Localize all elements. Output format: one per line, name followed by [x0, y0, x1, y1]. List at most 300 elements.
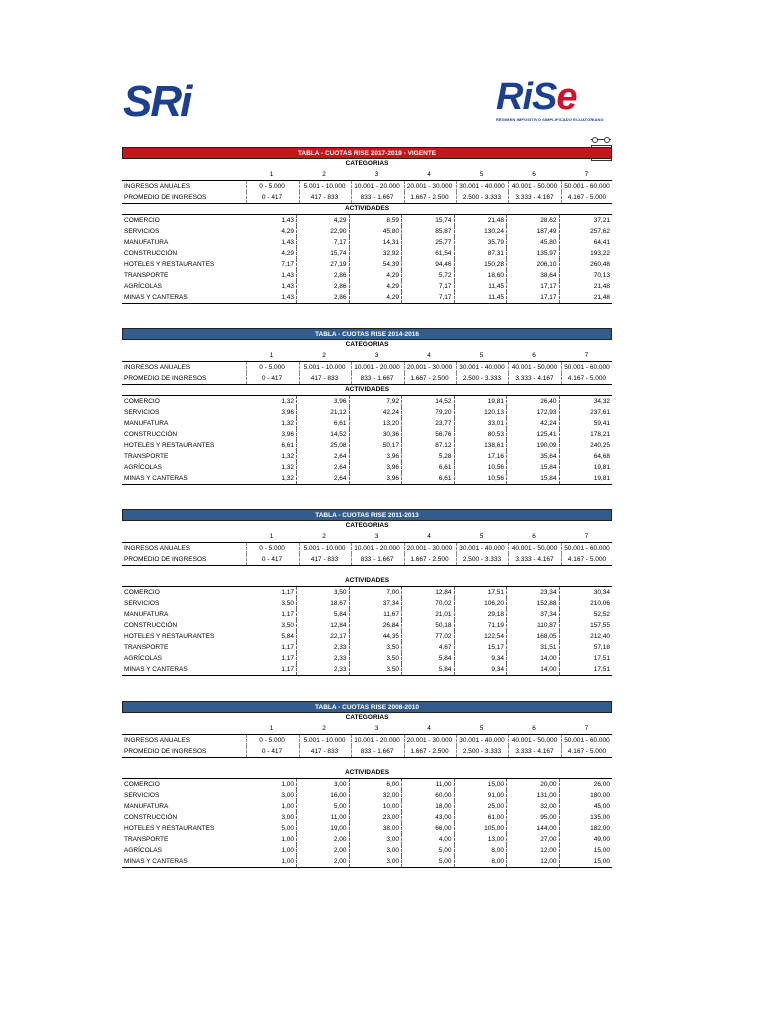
quota-cell: 32,00 — [351, 790, 402, 801]
category-number-row — [122, 350, 612, 361]
quota-cell: 182,00 — [590, 825, 610, 832]
activity-row — [122, 237, 612, 248]
quota-cell: 11,45 — [456, 281, 507, 292]
row-label: PROMEDIO DE INGRESOS — [124, 375, 207, 382]
quota-cell: 4,29 — [351, 270, 402, 281]
quota-cell: 94,46 — [404, 259, 455, 270]
activity-row — [122, 473, 612, 485]
quota-cell: 8,59 — [351, 215, 402, 226]
activity-label: COMERCIO — [124, 398, 160, 405]
quota-cell: 1,43 — [246, 292, 297, 303]
quota-cell: 237,61 — [590, 409, 610, 416]
ingresos-anuales-row — [122, 180, 612, 192]
quota-cell: 32,92 — [351, 248, 402, 259]
range-cell: 0 - 5.000 — [246, 362, 297, 373]
activity-row — [122, 395, 612, 407]
quota-cell: 19,00 — [299, 823, 350, 834]
rise-logo-word: RiS — [496, 76, 557, 118]
activity-row — [122, 856, 612, 868]
quota-cell: 14,52 — [404, 396, 455, 407]
quota-cell: 17,16 — [456, 451, 507, 462]
quota-cell: 20,00 — [509, 779, 560, 790]
range-cell: 833 - 1.667 — [351, 192, 402, 203]
quota-cell: 3,00 — [351, 856, 402, 867]
quota-cell: 3,96 — [299, 396, 350, 407]
row-label: PROMEDIO DE INGRESOS — [124, 556, 207, 563]
activity-label: MINAS Y CANTERAS — [124, 294, 188, 301]
range-cell: 50.001 - 60.000 — [561, 362, 612, 373]
quota-cell: 157,55 — [590, 622, 610, 629]
quota-cell: 125,41 — [509, 429, 560, 440]
quota-cell: 16,00 — [299, 790, 350, 801]
activity-label: HOTELES Y RESTAURANTES — [124, 442, 215, 449]
quota-cell: 25,08 — [299, 440, 350, 451]
quota-cell: 19,81 — [593, 464, 610, 471]
quota-cell: 35,64 — [509, 451, 560, 462]
quota-cell: 2,86 — [299, 292, 350, 303]
quota-cell: 150,28 — [456, 259, 507, 270]
quota-cell: 135,00 — [590, 814, 610, 821]
quota-cell: 11,67 — [351, 609, 402, 620]
quota-cell: 11,45 — [456, 292, 507, 303]
quota-cell: 45,00 — [593, 803, 610, 810]
rise-logo-tagline: RÉGIMEN IMPOSITIVO SIMPLIFICADO ECUATORIANO — [496, 117, 604, 122]
quota-cell: 5,00 — [299, 801, 350, 812]
activity-row — [122, 281, 612, 292]
activity-row — [122, 609, 612, 620]
activity-label: COMERCIO — [124, 589, 160, 596]
range-cell: 40.001 - 50.000 — [508, 543, 559, 554]
quota-cell: 26,40 — [509, 396, 560, 407]
quota-cell: 178,21 — [590, 431, 610, 438]
quota-cell: 4,67 — [404, 642, 455, 653]
ingresos-anuales-row — [122, 542, 612, 554]
category-number-row — [122, 723, 612, 734]
quota-cell: 18,67 — [299, 598, 350, 609]
category-number: 3 — [374, 352, 379, 359]
quota-cell: 206,10 — [509, 259, 560, 270]
quota-cell: 18,00 — [404, 801, 455, 812]
quota-cell: 29,18 — [456, 609, 507, 620]
category-number: 7 — [584, 352, 589, 359]
table-title: TABLA - CUOTAS RISE 2017-2019 - VIGENTE — [122, 147, 612, 159]
quota-cell: 1,17 — [246, 642, 297, 653]
quota-cell: 23,00 — [351, 812, 402, 823]
activity-row — [122, 812, 612, 823]
quota-cell: 61,54 — [404, 248, 455, 259]
quota-cell: 35,79 — [456, 237, 507, 248]
activity-row — [122, 440, 612, 451]
quota-cell: 3,00 — [351, 834, 402, 845]
quota-cell: 15,84 — [509, 462, 560, 473]
activity-row — [122, 270, 612, 281]
quota-cell: 8,00 — [456, 856, 507, 867]
quota-cell: 4,29 — [246, 248, 297, 259]
range-cell: 10.001 - 20.000 — [351, 181, 402, 192]
quota-cell: 5,84 — [299, 609, 350, 620]
quota-cell: 5,84 — [246, 631, 297, 642]
activity-label: AGRÍCOLAS — [124, 655, 162, 662]
activity-label: SERVICIOS — [124, 228, 160, 235]
quota-cell: 10,56 — [456, 473, 507, 484]
quota-cell: 106,20 — [456, 598, 507, 609]
quota-cell: 30,34 — [593, 589, 610, 596]
quota-cell: 11,00 — [404, 779, 455, 790]
quota-cell: 25,77 — [404, 237, 455, 248]
category-number: 7 — [584, 171, 589, 178]
quota-cell: 37,34 — [351, 598, 402, 609]
cuotas-table — [122, 328, 612, 485]
range-cell: 0 - 5.000 — [246, 181, 297, 192]
activity-label: CONSTRUCCIÓN — [124, 431, 178, 438]
activity-row — [122, 664, 612, 676]
quota-cell: 1,32 — [246, 462, 297, 473]
quota-cell: 45,80 — [351, 226, 402, 237]
range-cell: 10.001 - 20.000 — [351, 735, 402, 746]
quota-cell: 7,17 — [246, 259, 297, 270]
range-cell: 4.167 - 5.000 — [561, 746, 612, 757]
quota-cell: 3,96 — [351, 473, 402, 484]
quota-cell: 70,13 — [593, 272, 610, 279]
quota-cell: 1,17 — [246, 609, 297, 620]
quota-cell: 54,39 — [351, 259, 402, 270]
activity-label: CONSTRUCCIÓN — [124, 622, 178, 629]
quota-cell: 17,51 — [593, 666, 610, 673]
cuotas-table — [122, 147, 612, 304]
quota-cell: 1,00 — [246, 845, 297, 856]
range-cell: 3.333 - 4.167 — [508, 373, 559, 384]
categorias-heading: CATEGORIAS — [345, 714, 389, 721]
category-number: 2 — [322, 725, 326, 732]
activity-row — [122, 598, 612, 609]
range-cell: 30.001 - 40.000 — [456, 362, 507, 373]
quota-cell: 15,00 — [593, 858, 610, 865]
quota-cell: 1,43 — [246, 237, 297, 248]
range-cell: 0 - 417 — [246, 554, 297, 565]
activity-row — [122, 462, 612, 473]
quota-cell: 87,31 — [456, 248, 507, 259]
activity-label: MANUFATURA — [124, 420, 169, 427]
activity-row — [122, 801, 612, 812]
quota-cell: 11,00 — [299, 812, 350, 823]
activity-label: MANUFATURA — [124, 611, 169, 618]
quota-cell: 3,00 — [246, 790, 297, 801]
quota-cell: 2,33 — [299, 653, 350, 664]
quota-cell: 1,17 — [246, 653, 297, 664]
quota-cell: 37,21 — [593, 217, 610, 224]
quota-cell: 2,00 — [299, 856, 350, 867]
activity-row — [122, 834, 612, 845]
quota-cell: 3,50 — [246, 620, 297, 631]
range-cell: 4.167 - 5.000 — [561, 554, 612, 565]
activity-label: CONSTRUCCIÓN — [124, 814, 178, 821]
quota-cell: 37,34 — [509, 609, 560, 620]
range-cell: 50.001 - 60.000 — [561, 543, 612, 554]
category-number: 6 — [532, 352, 536, 359]
quota-cell: 152,88 — [509, 598, 560, 609]
quota-cell: 9,34 — [456, 664, 507, 675]
quota-cell: 15,74 — [404, 215, 455, 226]
quota-cell: 56,76 — [404, 429, 455, 440]
quota-cell: 26,00 — [593, 781, 610, 788]
quota-cell: 2,64 — [299, 462, 350, 473]
range-cell: 0 - 417 — [246, 192, 297, 203]
categorias-heading: CATEGORIAS — [345, 160, 389, 167]
quota-cell: 1,32 — [246, 451, 297, 462]
quota-cell: 38,00 — [351, 823, 402, 834]
row-label: INGRESOS ANUALES — [124, 545, 191, 552]
quota-cell: 7,17 — [404, 292, 455, 303]
range-cell: 0 - 5.000 — [246, 543, 297, 554]
promedio-ingresos-row — [122, 746, 612, 758]
quota-cell: 138,61 — [456, 440, 507, 451]
quota-cell: 2,00 — [299, 845, 350, 856]
quota-cell: 190,09 — [509, 440, 560, 451]
quota-cell: 70,02 — [404, 598, 455, 609]
actividades-heading: ACTIVIDADES — [344, 386, 390, 393]
activity-row — [122, 586, 612, 598]
range-cell: 0 - 5.000 — [246, 735, 297, 746]
quota-cell: 14,00 — [509, 653, 560, 664]
activity-label: AGRÍCOLAS — [124, 283, 162, 290]
category-number: 1 — [269, 171, 274, 178]
activity-label: COMERCIO — [124, 217, 160, 224]
quota-cell: 50,17 — [351, 440, 402, 451]
quota-cell: 6,61 — [404, 462, 455, 473]
quota-cell: 14,52 — [299, 429, 350, 440]
quota-cell: 5,28 — [404, 451, 455, 462]
quota-cell: 32,00 — [509, 801, 560, 812]
quota-cell: 7,92 — [351, 396, 402, 407]
range-cell: 10.001 - 20.000 — [351, 362, 402, 373]
quota-cell: 17,51 — [593, 655, 610, 662]
quota-cell: 28,62 — [509, 215, 560, 226]
range-cell: 833 - 1.667 — [351, 746, 402, 757]
sri-logo: SRi — [123, 77, 191, 126]
quota-cell: 1,00 — [246, 801, 297, 812]
category-number: 4 — [427, 725, 431, 732]
quota-cell: 3,50 — [246, 598, 297, 609]
quota-cell: 4,29 — [351, 281, 402, 292]
row-label: INGRESOS ANUALES — [124, 737, 191, 744]
quota-cell: 61,00 — [456, 812, 507, 823]
quota-cell: 7,17 — [299, 237, 350, 248]
quota-cell: 6,00 — [351, 779, 402, 790]
promedio-ingresos-row — [122, 373, 612, 385]
quota-cell: 5,00 — [246, 823, 297, 834]
quota-cell: 172,93 — [509, 407, 560, 418]
categorias-heading: CATEGORIAS — [345, 341, 389, 348]
range-cell: 5.001 - 10.000 — [299, 543, 350, 554]
range-cell: 20.001 - 30.000 — [404, 181, 455, 192]
quota-cell: 27,00 — [509, 834, 560, 845]
range-cell: 1.667 - 2.500 — [404, 554, 455, 565]
ingresos-anuales-row — [122, 361, 612, 373]
category-number-row — [122, 169, 612, 180]
range-cell: 2.500 - 3.333 — [456, 746, 507, 757]
range-cell: 0 - 417 — [246, 373, 297, 384]
range-cell: 0 - 417 — [246, 746, 297, 757]
quota-cell: 120,13 — [456, 407, 507, 418]
quota-cell: 105,00 — [456, 823, 507, 834]
cuotas-table — [122, 509, 612, 676]
quota-cell: 1,32 — [246, 418, 297, 429]
range-cell: 3.333 - 4.167 — [508, 746, 559, 757]
quota-cell: 4,29 — [246, 226, 297, 237]
quota-cell: 15,84 — [509, 473, 560, 484]
quota-cell: 21,12 — [299, 407, 350, 418]
quota-cell: 21,48 — [456, 215, 507, 226]
activity-label: MINAS Y CANTERAS — [124, 475, 188, 482]
quota-cell: 2,86 — [299, 270, 350, 281]
quota-cell: 80,53 — [456, 429, 507, 440]
categorias-heading: CATEGORIAS — [345, 522, 389, 529]
quota-cell: 31,51 — [509, 642, 560, 653]
quota-cell: 57,18 — [593, 644, 610, 651]
quota-cell: 21,01 — [404, 609, 455, 620]
activity-row — [122, 653, 612, 664]
quota-cell: 4,29 — [351, 292, 402, 303]
category-number: 5 — [479, 352, 484, 359]
activity-row — [122, 429, 612, 440]
quota-cell: 10,56 — [456, 462, 507, 473]
quota-cell: 168,05 — [509, 631, 560, 642]
quota-cell: 42,24 — [509, 418, 560, 429]
quota-cell: 42,24 — [351, 407, 402, 418]
range-cell: 2.500 - 3.333 — [456, 192, 507, 203]
quota-cell: 212,40 — [590, 633, 610, 640]
header-logos — [0, 0, 768, 140]
quota-cell: 3,00 — [299, 779, 350, 790]
category-number: 1 — [269, 725, 274, 732]
activity-label: TRANSPORTE — [124, 272, 169, 279]
quota-cell: 12,84 — [299, 620, 350, 631]
quota-cell: 9,34 — [456, 653, 507, 664]
activity-row — [122, 226, 612, 237]
activity-label: HOTELES Y RESTAURANTES — [124, 261, 215, 268]
quota-cell: 26,84 — [351, 620, 402, 631]
activity-row — [122, 214, 612, 226]
quota-cell: 1,17 — [246, 587, 297, 598]
quota-cell: 60,00 — [404, 790, 455, 801]
range-cell: 833 - 1.667 — [351, 554, 402, 565]
quota-cell: 1,17 — [246, 664, 297, 675]
activity-label: MANUFATURA — [124, 803, 169, 810]
quota-cell: 131,00 — [509, 790, 560, 801]
quota-cell: 6,61 — [404, 473, 455, 484]
quota-cell: 23,34 — [509, 587, 560, 598]
quota-cell: 130,24 — [456, 226, 507, 237]
quota-cell: 50,18 — [404, 620, 455, 631]
cuotas-table — [122, 701, 612, 868]
quota-cell: 1,43 — [246, 270, 297, 281]
promedio-ingresos-row — [122, 554, 612, 566]
activity-row — [122, 292, 612, 304]
range-cell: 1.667 - 2.500 — [404, 373, 455, 384]
quota-cell: 30,36 — [351, 429, 402, 440]
quota-cell: 27,19 — [299, 259, 350, 270]
range-cell: 20.001 - 30.000 — [404, 362, 455, 373]
quota-cell: 79,20 — [404, 407, 455, 418]
quota-cell: 12,00 — [509, 856, 560, 867]
range-cell: 833 - 1.667 — [351, 373, 402, 384]
category-number: 6 — [532, 171, 536, 178]
actividades-heading: ACTIVIDADES — [344, 205, 390, 212]
quota-cell: 17,51 — [456, 587, 507, 598]
activity-row — [122, 418, 612, 429]
row-label: PROMEDIO DE INGRESOS — [124, 748, 207, 755]
quota-cell: 64,68 — [593, 453, 610, 460]
quota-cell: 91,00 — [456, 790, 507, 801]
category-number: 2 — [322, 352, 326, 359]
quota-cell: 260,48 — [590, 261, 610, 268]
range-cell: 30.001 - 40.000 — [456, 543, 507, 554]
range-cell: 40.001 - 50.000 — [508, 362, 559, 373]
quota-cell: 1,43 — [246, 215, 297, 226]
activity-row — [122, 259, 612, 270]
quota-cell: 64,41 — [593, 239, 610, 246]
activity-row — [122, 790, 612, 801]
range-cell: 5.001 - 10.000 — [299, 181, 350, 192]
activity-label: MINAS Y CANTERAS — [124, 858, 188, 865]
category-number: 3 — [374, 171, 379, 178]
quota-cell: 66,00 — [404, 823, 455, 834]
quota-cell: 2,64 — [299, 451, 350, 462]
quota-cell: 5,84 — [404, 653, 455, 664]
range-cell: 417 - 833 — [299, 746, 350, 757]
activity-label: MANUFATURA — [124, 239, 169, 246]
quota-cell: 2,64 — [299, 473, 350, 484]
row-label: INGRESOS ANUALES — [124, 183, 191, 190]
quota-cell: 5,00 — [404, 856, 455, 867]
quota-cell: 17,17 — [509, 292, 560, 303]
quota-cell: 135,97 — [509, 248, 560, 259]
quota-cell: 38,64 — [509, 270, 560, 281]
quota-cell: 95,00 — [509, 812, 560, 823]
quota-cell: 45,80 — [509, 237, 560, 248]
table-title: TABLA - CUOTAS RISE 2011-2013 — [122, 509, 612, 521]
activity-label: TRANSPORTE — [124, 836, 169, 843]
quota-cell: 3,50 — [351, 664, 402, 675]
quota-cell: 3,00 — [246, 812, 297, 823]
category-number: 4 — [427, 533, 431, 540]
quota-cell: 5,00 — [404, 845, 455, 856]
activity-label: COMERCIO — [124, 781, 160, 788]
quota-cell: 3,50 — [351, 653, 402, 664]
category-number: 7 — [584, 725, 589, 732]
category-number: 5 — [479, 725, 484, 732]
quota-cell: 87,12 — [404, 440, 455, 451]
activity-row — [122, 248, 612, 259]
activity-label: SERVICIOS — [124, 600, 160, 607]
quota-cell: 34,32 — [593, 398, 610, 405]
activity-label: TRANSPORTE — [124, 644, 169, 651]
quota-cell: 14,00 — [509, 664, 560, 675]
quota-cell: 3,50 — [299, 587, 350, 598]
quota-cell: 22,17 — [299, 631, 350, 642]
quota-cell: 77,02 — [404, 631, 455, 642]
quota-cell: 1,43 — [246, 281, 297, 292]
rise-logo — [496, 78, 616, 128]
quota-cell: 14,31 — [351, 237, 402, 248]
quota-cell: 19,81 — [456, 396, 507, 407]
range-cell: 20.001 - 30.000 — [404, 735, 455, 746]
category-number: 2 — [322, 171, 326, 178]
range-cell: 417 - 833 — [299, 192, 350, 203]
activity-label: HOTELES Y RESTAURANTES — [124, 825, 215, 832]
quota-cell: 44,35 — [351, 631, 402, 642]
quota-cell: 33,01 — [456, 418, 507, 429]
